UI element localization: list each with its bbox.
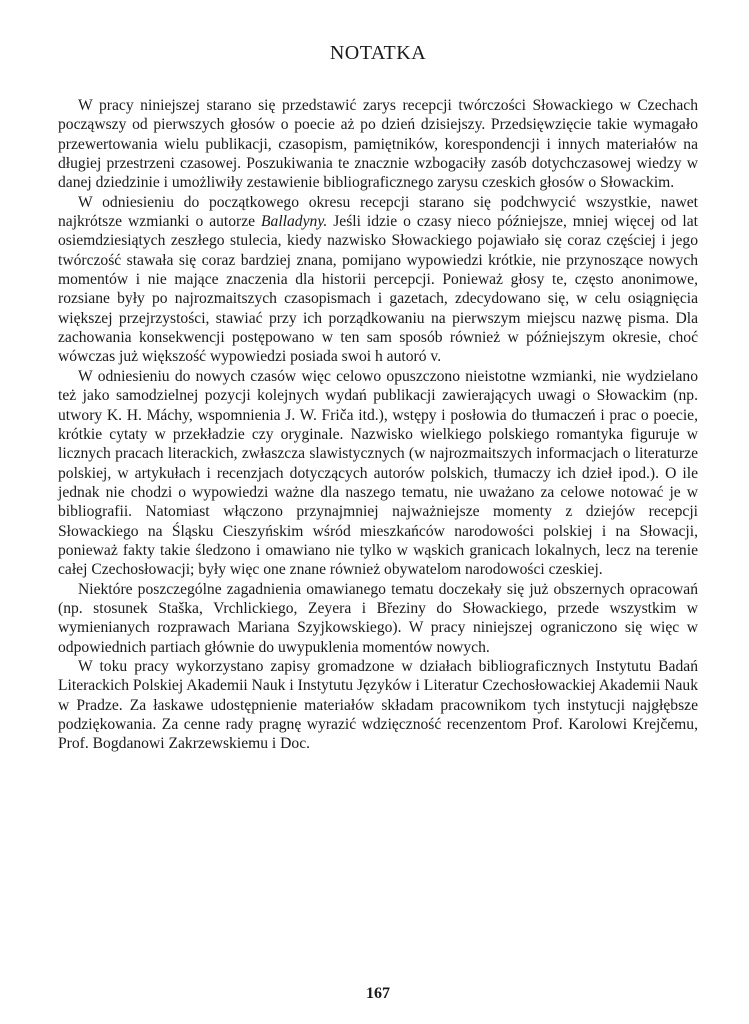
document-page <box>58 0 698 1024</box>
page-number: 167 <box>366 985 390 1002</box>
paragraph-3: W odniesieniu do nowych czasów więc celowo opuszczono nieistotne wzmianki, nie wydzielano też jako samodzielnej pozycji kolejnych wydań publikacji zawierających uwagi o Słowackim (np. utwory K. H. Máchy, wspomnienia J. W. Friča itd.), wstępy i posłowia do tłumaczeń i prac o poecie, krótkie cytaty w przekładzie czy oryginale. Nazwisko wielkiego polskiego romantyka figuruje w licznych pracach literackich, zwłaszcza slawistycznych (w najrozmaitszych informacjach o literaturze polskiej, w artykułach i recenzjach dotyczących autorów polskich, tłumaczy ich dzieł ipod.). O ile jednak nie chodzi o wypowiedzi ważne dla naszego tematu, nie uważano za celowe notować je w bibliografii. Natomiast włączono przynajmniej najważniejsze momenty z dziejów recepcji Słowackiego na Śląsku Cieszyńskim wśród mieszkańców narodowości polskiej i na Słowacji, ponieważ fakty takie śledzono i omawiano nie tylko w wąskich granicach lokalnych, lecz na terenie całej Czechosłowacji; były więc one znane również obywatelom narodowości czeskiej. <box>58 367 698 579</box>
body-text <box>58 96 698 754</box>
italic-title-balladyny: Balladyny. <box>261 213 328 231</box>
paragraph-2-text-before: W odniesieniu do początkowego okresu recepcji starano się podchwycić wszystkie, nawet najkrótsze wzmianki o autorze <box>58 193 698 231</box>
paragraph-4: Niektóre poszczególne zagadnienia omawianego tematu doczekały się już obszernych opracowań (np. stosunek Staška, Vrchlickiego, Zeyera i Březiny do Słowackiego, przede wszystkim w wymienianych rozprawach Mariana Szyjkowskiego). W pracy niniejszej ograniczono się więc w odpowiednich partiach głównie do uwypuklenia momentów nowych. <box>58 580 698 656</box>
paragraph-5: W toku pracy wykorzystano zapisy gromadzone w działach bibliograficznych Instytutu Badań Literackich Polskiej Akademii Nauk i Instytutu Języków i Literatur Czechosłowackiej Akademii Nauk w Pradze. Za łaskawe udostępnienie materiałów składam pracownikom tych instytucji najgłębsze podziękowania. Za cenne rady pragnę wyrazić wdzięczność recenzentom Prof. Karolowi Krejčemu, Prof. Bogdanowi Zakrzewskiemu i Doc. <box>58 657 698 753</box>
paragraph-1: W pracy niniejszej starano się przedstawić zarys recepcji twórczości Słowackiego w Czechach począwszy od pierwszych głosów o poecie aż po dzień dzisiejszy. Przedsięwzięcie takie wymagało przewertowania wielu publikacji, czasopism, pamiętników, korespondencji i innych materiałów na długiej przestrzeni czasowej. Poszukiwania te znacznie wzbogaciły zasób dotychczasowej wiedzy w danej dziedzinie i umożliwiły zestawienie bibliograficznego zarysu czeskich głosów o Słowackim. <box>58 97 698 192</box>
paragraph-2 <box>58 193 698 367</box>
page-title: NOTATKA <box>329 42 427 64</box>
paragraph-2-text-after: Jeśli idzie o czasy nieco późniejsze, mniej więcej od lat osiemdziesiątych zeszłego stulecia, kiedy nazwisko Słowackiego pojawiało się coraz częściej i jego twórczość stawała się coraz bardziej znana, pomijano wypowiedzi krótkie, nie przynoszące nowych momentów i nie mające znaczenia dla historii percepcji. Ponieważ głosy te, często anonimowe, rozsiane były po najrozmaitszych czasopismach i gazetach, zdecydowano się, w celu osiągnięcia większej przejrzystości, stawiać przy ich porządkowaniu na pierwszym miejscu nazwę pisma. Dla zachowania konsekwencji postępowano w ten sam sposób również w późniejszym okresie, choć wówczas już większość wypowiedzi posiada swoi h autoró v. <box>58 213 698 366</box>
